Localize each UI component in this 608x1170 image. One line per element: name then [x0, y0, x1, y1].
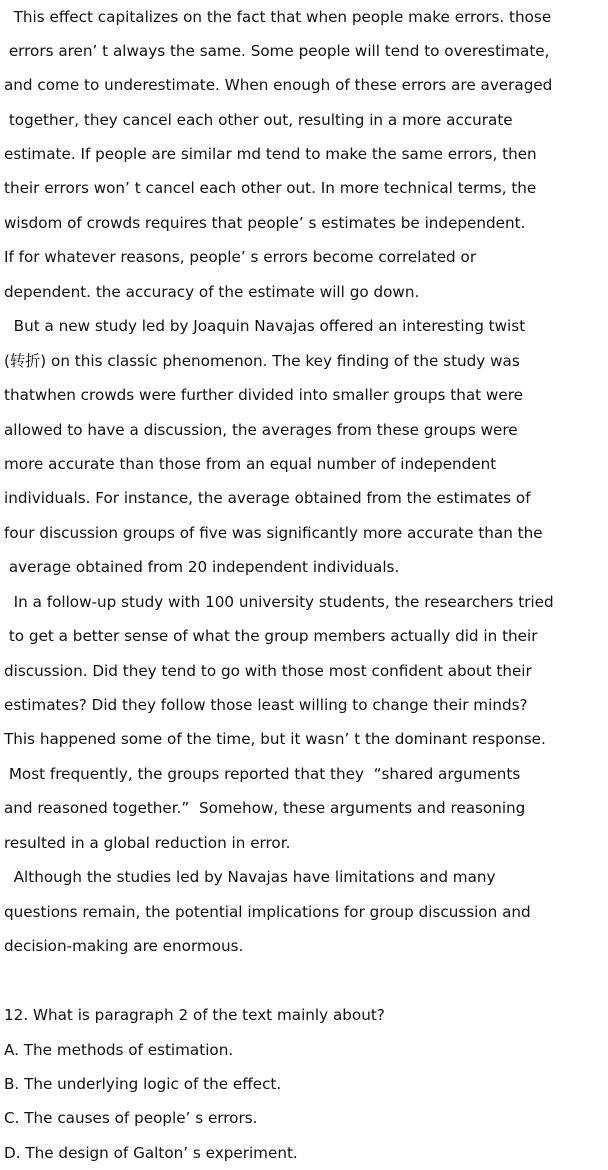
- passage-line: Most frequently, the groups reported that they “shared arguments: [4, 765, 521, 783]
- passage-line: their errors won’ t cancel each other out. In more technical terms, the: [4, 179, 537, 197]
- passage-line: thatwhen crowds were further divided into smaller groups that were: [4, 386, 523, 404]
- passage-line: errors aren’ t always the same. Some people will tend to overestimate,: [4, 42, 550, 60]
- passage-line: average obtained from 20 independent individuals.: [4, 558, 400, 576]
- passage-line: to get a better sense of what the group members actually did in their: [4, 627, 538, 645]
- passage-line: discussion. Did they tend to go with those most confident about their: [4, 662, 532, 680]
- passage-line: decision-making are enormous.: [4, 937, 244, 955]
- passage-line: more accurate than those from an equal number of independent: [4, 455, 497, 473]
- passage-line: (转折) on this classic phenomenon. The key finding of the study was: [4, 352, 520, 370]
- passage-line: four discussion groups of five was significantly more accurate than the: [4, 524, 543, 542]
- passage-line: If for whatever reasons, people’ s errors become correlated or: [4, 248, 477, 266]
- passage-line: dependent. the accuracy of the estimate will go down.: [4, 283, 420, 301]
- option-d: D. The design of Galton’ s experiment.: [4, 1144, 298, 1162]
- passage-line: and come to underestimate. When enough of these errors are averaged: [4, 76, 553, 94]
- passage-line: estimates? Did they follow those least willing to change their minds?: [4, 696, 528, 714]
- passage-line: individuals. For instance, the average obtained from the estimates of: [4, 489, 531, 507]
- passage-line: This effect capitalizes on the fact that when people make errors. those: [4, 8, 552, 26]
- passage-line: and reasoned together.” Somehow, these arguments and reasoning: [4, 799, 526, 817]
- passage-line: But a new study led by Joaquin Navajas offered an interesting twist: [4, 317, 526, 335]
- passage-line: In a follow-up study with 100 university students, the researchers tried: [4, 593, 554, 611]
- passage-line: together, they cancel each other out, resulting in a more accurate: [4, 111, 513, 129]
- passage-line: questions remain, the potential implications for group discussion and: [4, 903, 531, 921]
- question-stem: 12. What is paragraph 2 of the text mainly about?: [4, 1006, 385, 1024]
- passage-line: estimate. If people are similar md tend to make the same errors, then: [4, 145, 537, 163]
- option-b: B. The underlying logic of the effect.: [4, 1075, 282, 1093]
- passage-line: resulted in a global reduction in error.: [4, 834, 291, 852]
- option-c: C. The causes of people’ s errors.: [4, 1109, 258, 1127]
- passage-line: Although the studies led by Navajas have limitations and many: [4, 868, 496, 886]
- option-a: A. The methods of estimation.: [4, 1041, 234, 1059]
- passage-line: wisdom of crowds requires that people’ s estimates be independent.: [4, 214, 526, 232]
- passage-line: allowed to have a discussion, the averages from these groups were: [4, 421, 518, 439]
- passage-line: This happened some of the time, but it wasn’ t the dominant response.: [4, 730, 546, 748]
